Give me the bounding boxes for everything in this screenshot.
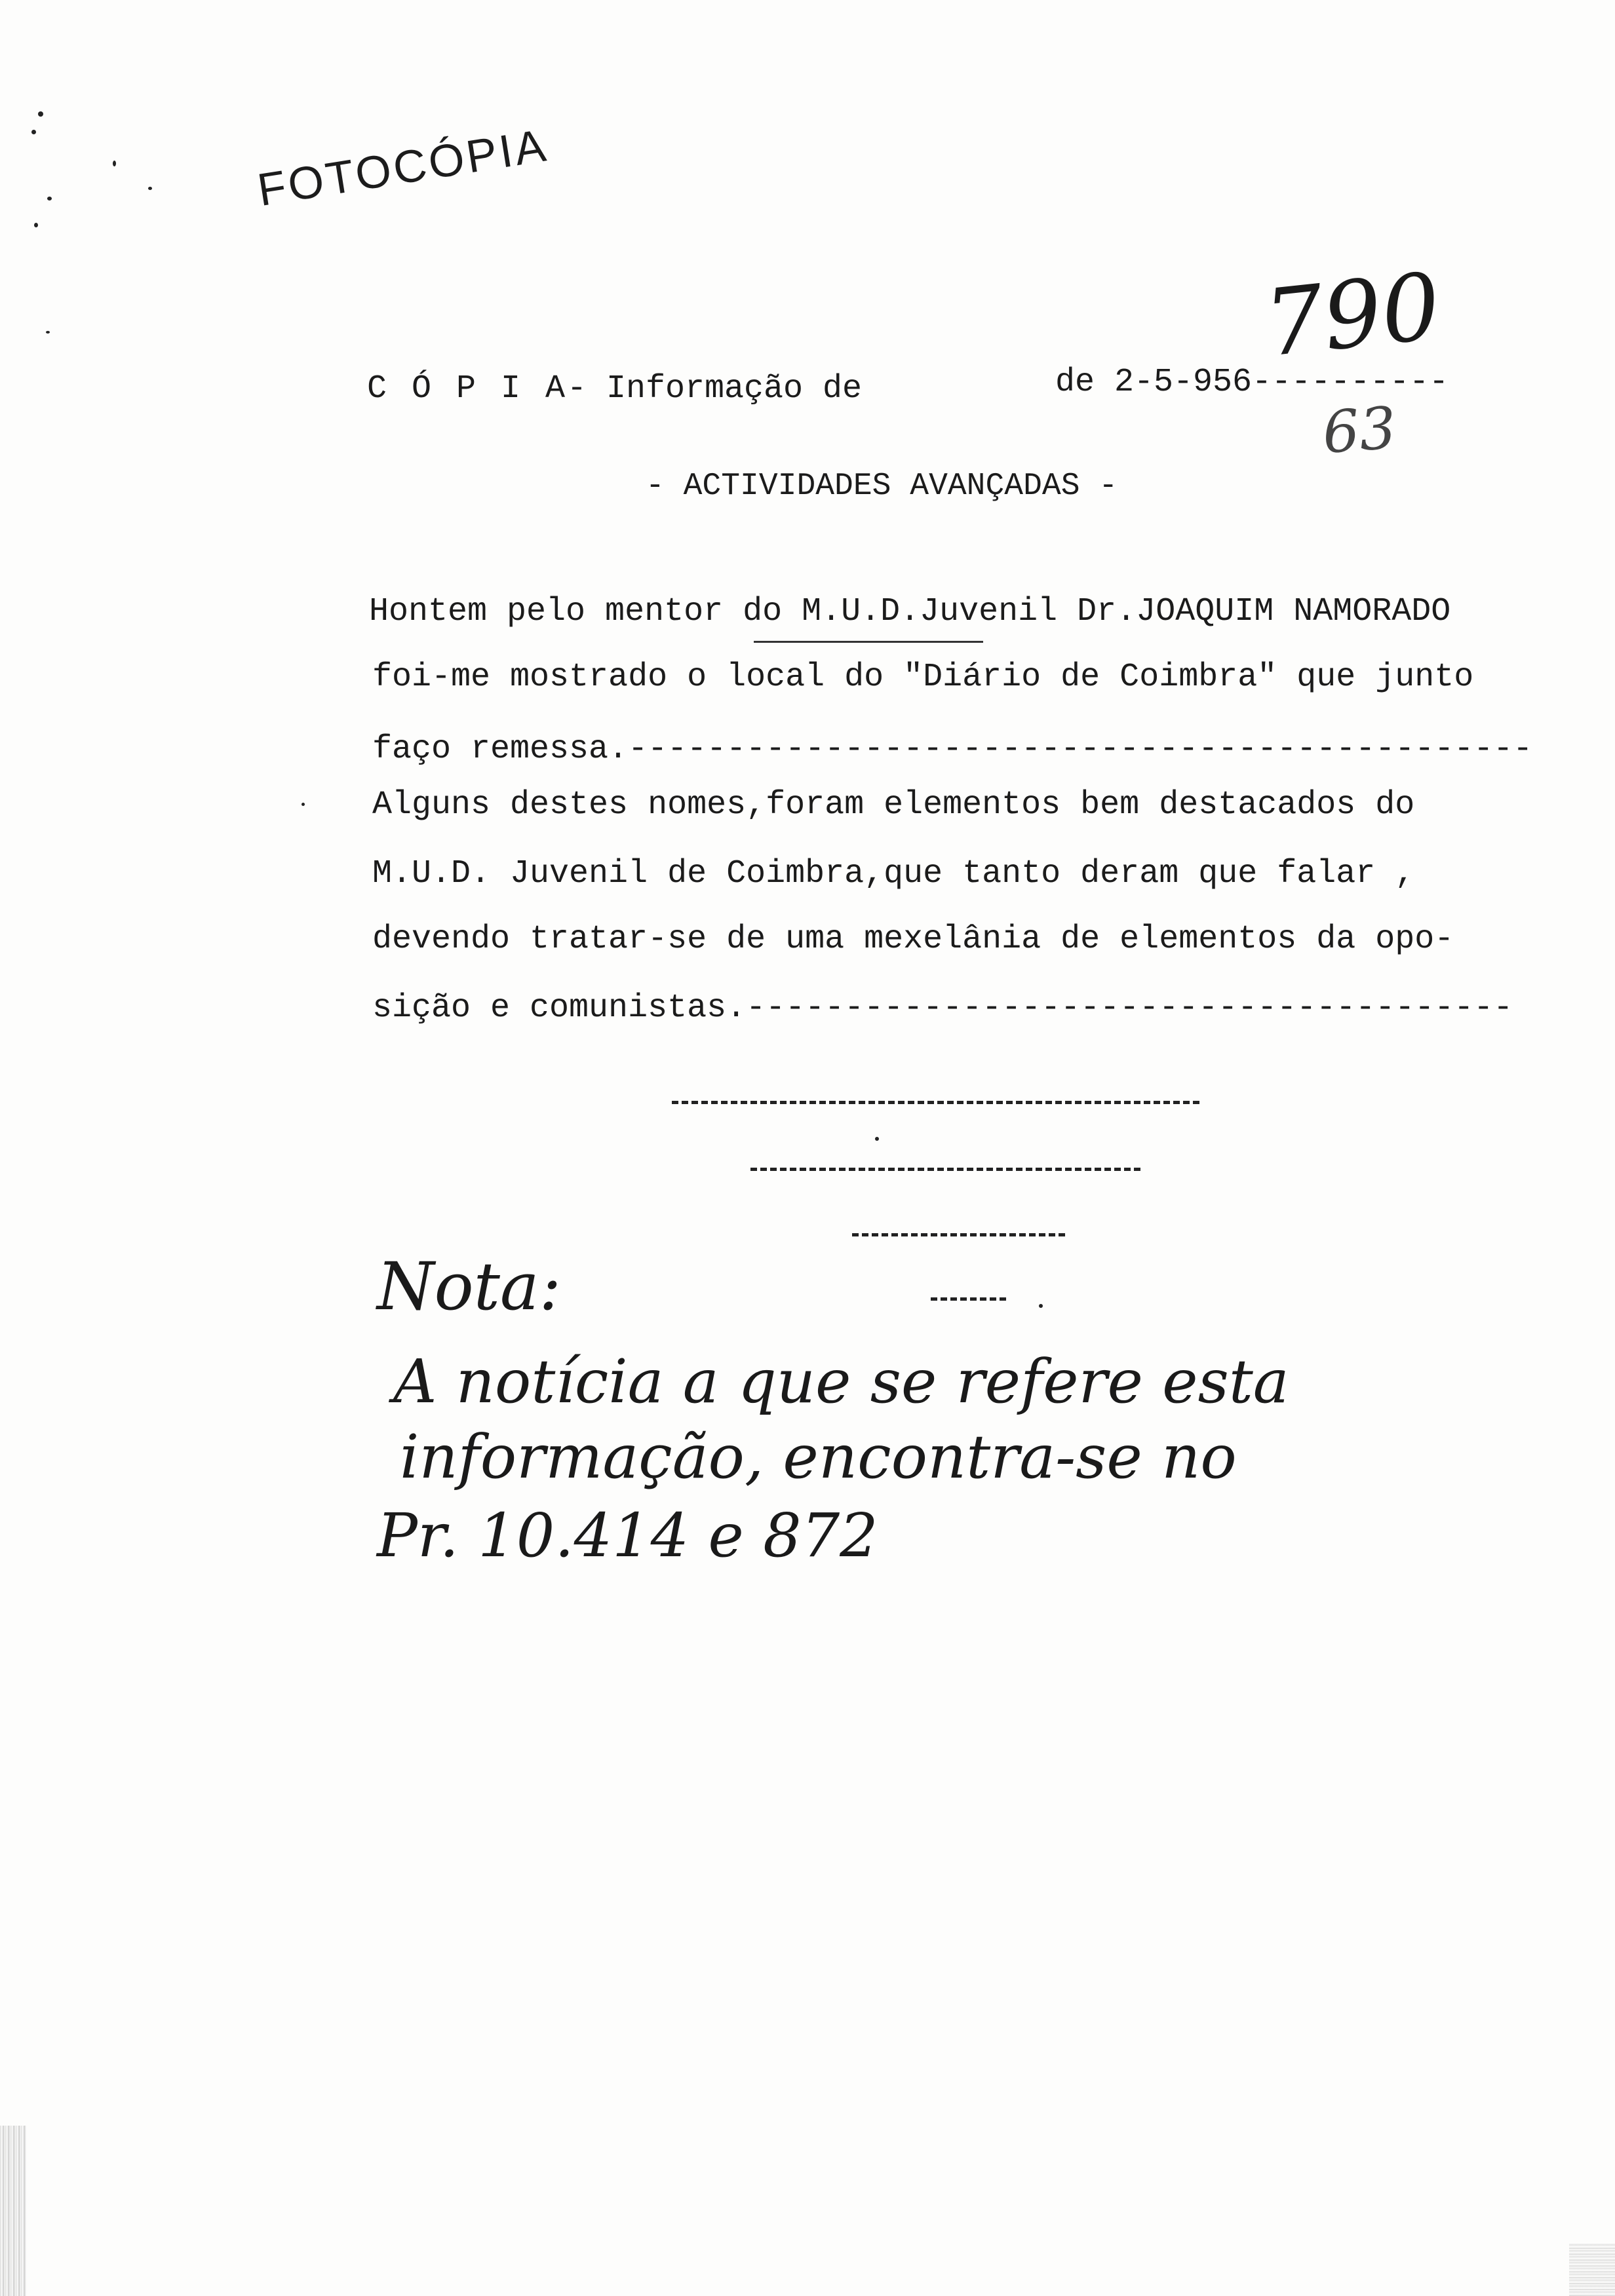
scan-speck bbox=[34, 223, 38, 227]
note-label: Nota: bbox=[377, 1248, 562, 1325]
archive-number-secondary: 63 bbox=[1320, 394, 1399, 467]
closing-rule bbox=[750, 1168, 1140, 1171]
body-line: Alguns destes nomes,foram elementos bem destacados do bbox=[372, 786, 1415, 824]
scan-speck bbox=[1039, 1304, 1043, 1308]
scan-speck bbox=[875, 1137, 879, 1141]
body-line: M.U.D. Juvenil de Coimbra,que tanto deram que falar , bbox=[372, 855, 1415, 892]
closing-rule bbox=[852, 1233, 1065, 1236]
document-date: de 2-5-956---------- bbox=[1055, 364, 1449, 401]
scan-speck bbox=[47, 197, 52, 201]
note-line: informação, encontra-se no bbox=[400, 1422, 1237, 1492]
scan-speck bbox=[302, 803, 305, 806]
body-line: Hontem pelo mentor do M.U.D.Juvenil Dr.JOAQUIM NAMORADO bbox=[369, 593, 1451, 630]
scan-speck bbox=[148, 187, 152, 190]
scan-edge-artifact bbox=[1569, 2244, 1615, 2296]
header-separator: - bbox=[567, 370, 587, 408]
body-line: faço remessa.---------------------------------------------- bbox=[372, 731, 1533, 768]
closing-rule bbox=[931, 1297, 1006, 1301]
photocopy-stamp: FOTOCÓPIA bbox=[254, 119, 552, 216]
archive-number-primary: 790 bbox=[1260, 253, 1446, 378]
underline-mark bbox=[754, 641, 983, 643]
scan-speck bbox=[113, 161, 116, 166]
note-line: Pr. 10.414 e 872 bbox=[377, 1501, 878, 1571]
note-line: A notícia a que se refere esta bbox=[393, 1347, 1289, 1417]
body-line: devendo tratar-se de uma mexelânia de elementos da opo- bbox=[372, 921, 1454, 958]
scan-speck bbox=[46, 331, 50, 334]
info-label: Informação de bbox=[606, 370, 863, 408]
scan-edge-artifact bbox=[0, 2126, 26, 2296]
copy-label: C Ó P I A bbox=[367, 370, 568, 408]
body-line: sição e comunistas.--------------------------------------- bbox=[372, 989, 1513, 1027]
body-line: foi-me mostrado o local do "Diário de Coimbra" que junto bbox=[372, 659, 1474, 696]
scan-speck bbox=[31, 130, 36, 134]
document-subject: - ACTIVIDADES AVANÇADAS - bbox=[646, 469, 1118, 504]
scan-speck bbox=[38, 111, 43, 117]
closing-rule bbox=[672, 1101, 1199, 1104]
